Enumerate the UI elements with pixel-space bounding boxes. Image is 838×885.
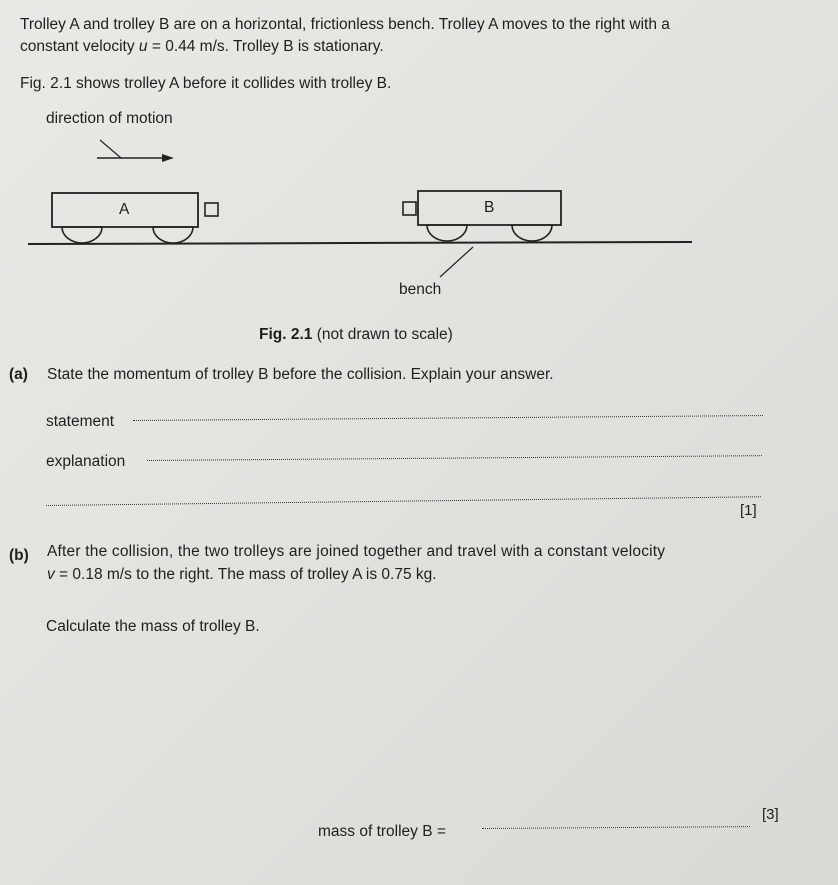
part-b-line-1: After the collision, the two trolleys are joined together and travel with a constant velocity — [47, 543, 666, 560]
bench-label: bench — [399, 281, 442, 298]
part-b-marks: [3] — [762, 806, 779, 823]
explanation-label: explanation — [46, 453, 126, 470]
trolley-a — [52, 193, 218, 243]
part-b-line-2 — [47, 566, 437, 585]
trolley-b-label: B — [484, 199, 495, 216]
trolley-b — [403, 191, 561, 241]
part-b-label: (b) — [9, 547, 29, 564]
intro-line-2-post: = 0.44 m/s. Trolley B is stationary. — [147, 38, 384, 55]
figure-caption-note: (not drawn to scale) — [312, 326, 453, 343]
part-a-question: State the momentum of trolley B before the collision. Explain your answer. — [47, 366, 554, 383]
explanation-answer-line-2[interactable] — [46, 496, 761, 506]
explanation-answer-line-1[interactable] — [147, 455, 762, 461]
statement-answer-line[interactable] — [133, 415, 763, 421]
mass-answer-label: mass of trolley B = — [318, 823, 446, 840]
mass-answer-line[interactable] — [482, 826, 750, 829]
part-a-marks: [1] — [740, 502, 757, 519]
part-b-instruction: Calculate the mass of trolley B. — [46, 618, 260, 635]
intro-line-1: Trolley A and trolley B are on a horizontal, frictionless bench. Trolley A moves to the right with a — [20, 16, 670, 33]
direction-arrow-icon — [97, 140, 174, 162]
bench-surface — [28, 242, 692, 244]
statement-label: statement — [46, 413, 115, 430]
direction-of-motion-label: direction of motion — [46, 110, 173, 127]
figure-caption — [259, 326, 453, 345]
intro-line-2-pre: constant velocity — [20, 38, 139, 55]
part-a-label: (a) — [9, 366, 28, 383]
velocity-v-symbol: v — [47, 566, 55, 583]
bench-label-pointer — [440, 247, 473, 277]
velocity-u-symbol: u — [138, 38, 148, 55]
intro-line-3: Fig. 2.1 shows trolley A before it collides with trolley B. — [20, 75, 392, 92]
part-b-line-2-post: = 0.18 m/s to the right. The mass of trolley A is 0.75 kg. — [54, 566, 437, 583]
trolley-a-label: A — [119, 201, 130, 218]
figure-caption-number: Fig. 2.1 — [259, 326, 313, 343]
